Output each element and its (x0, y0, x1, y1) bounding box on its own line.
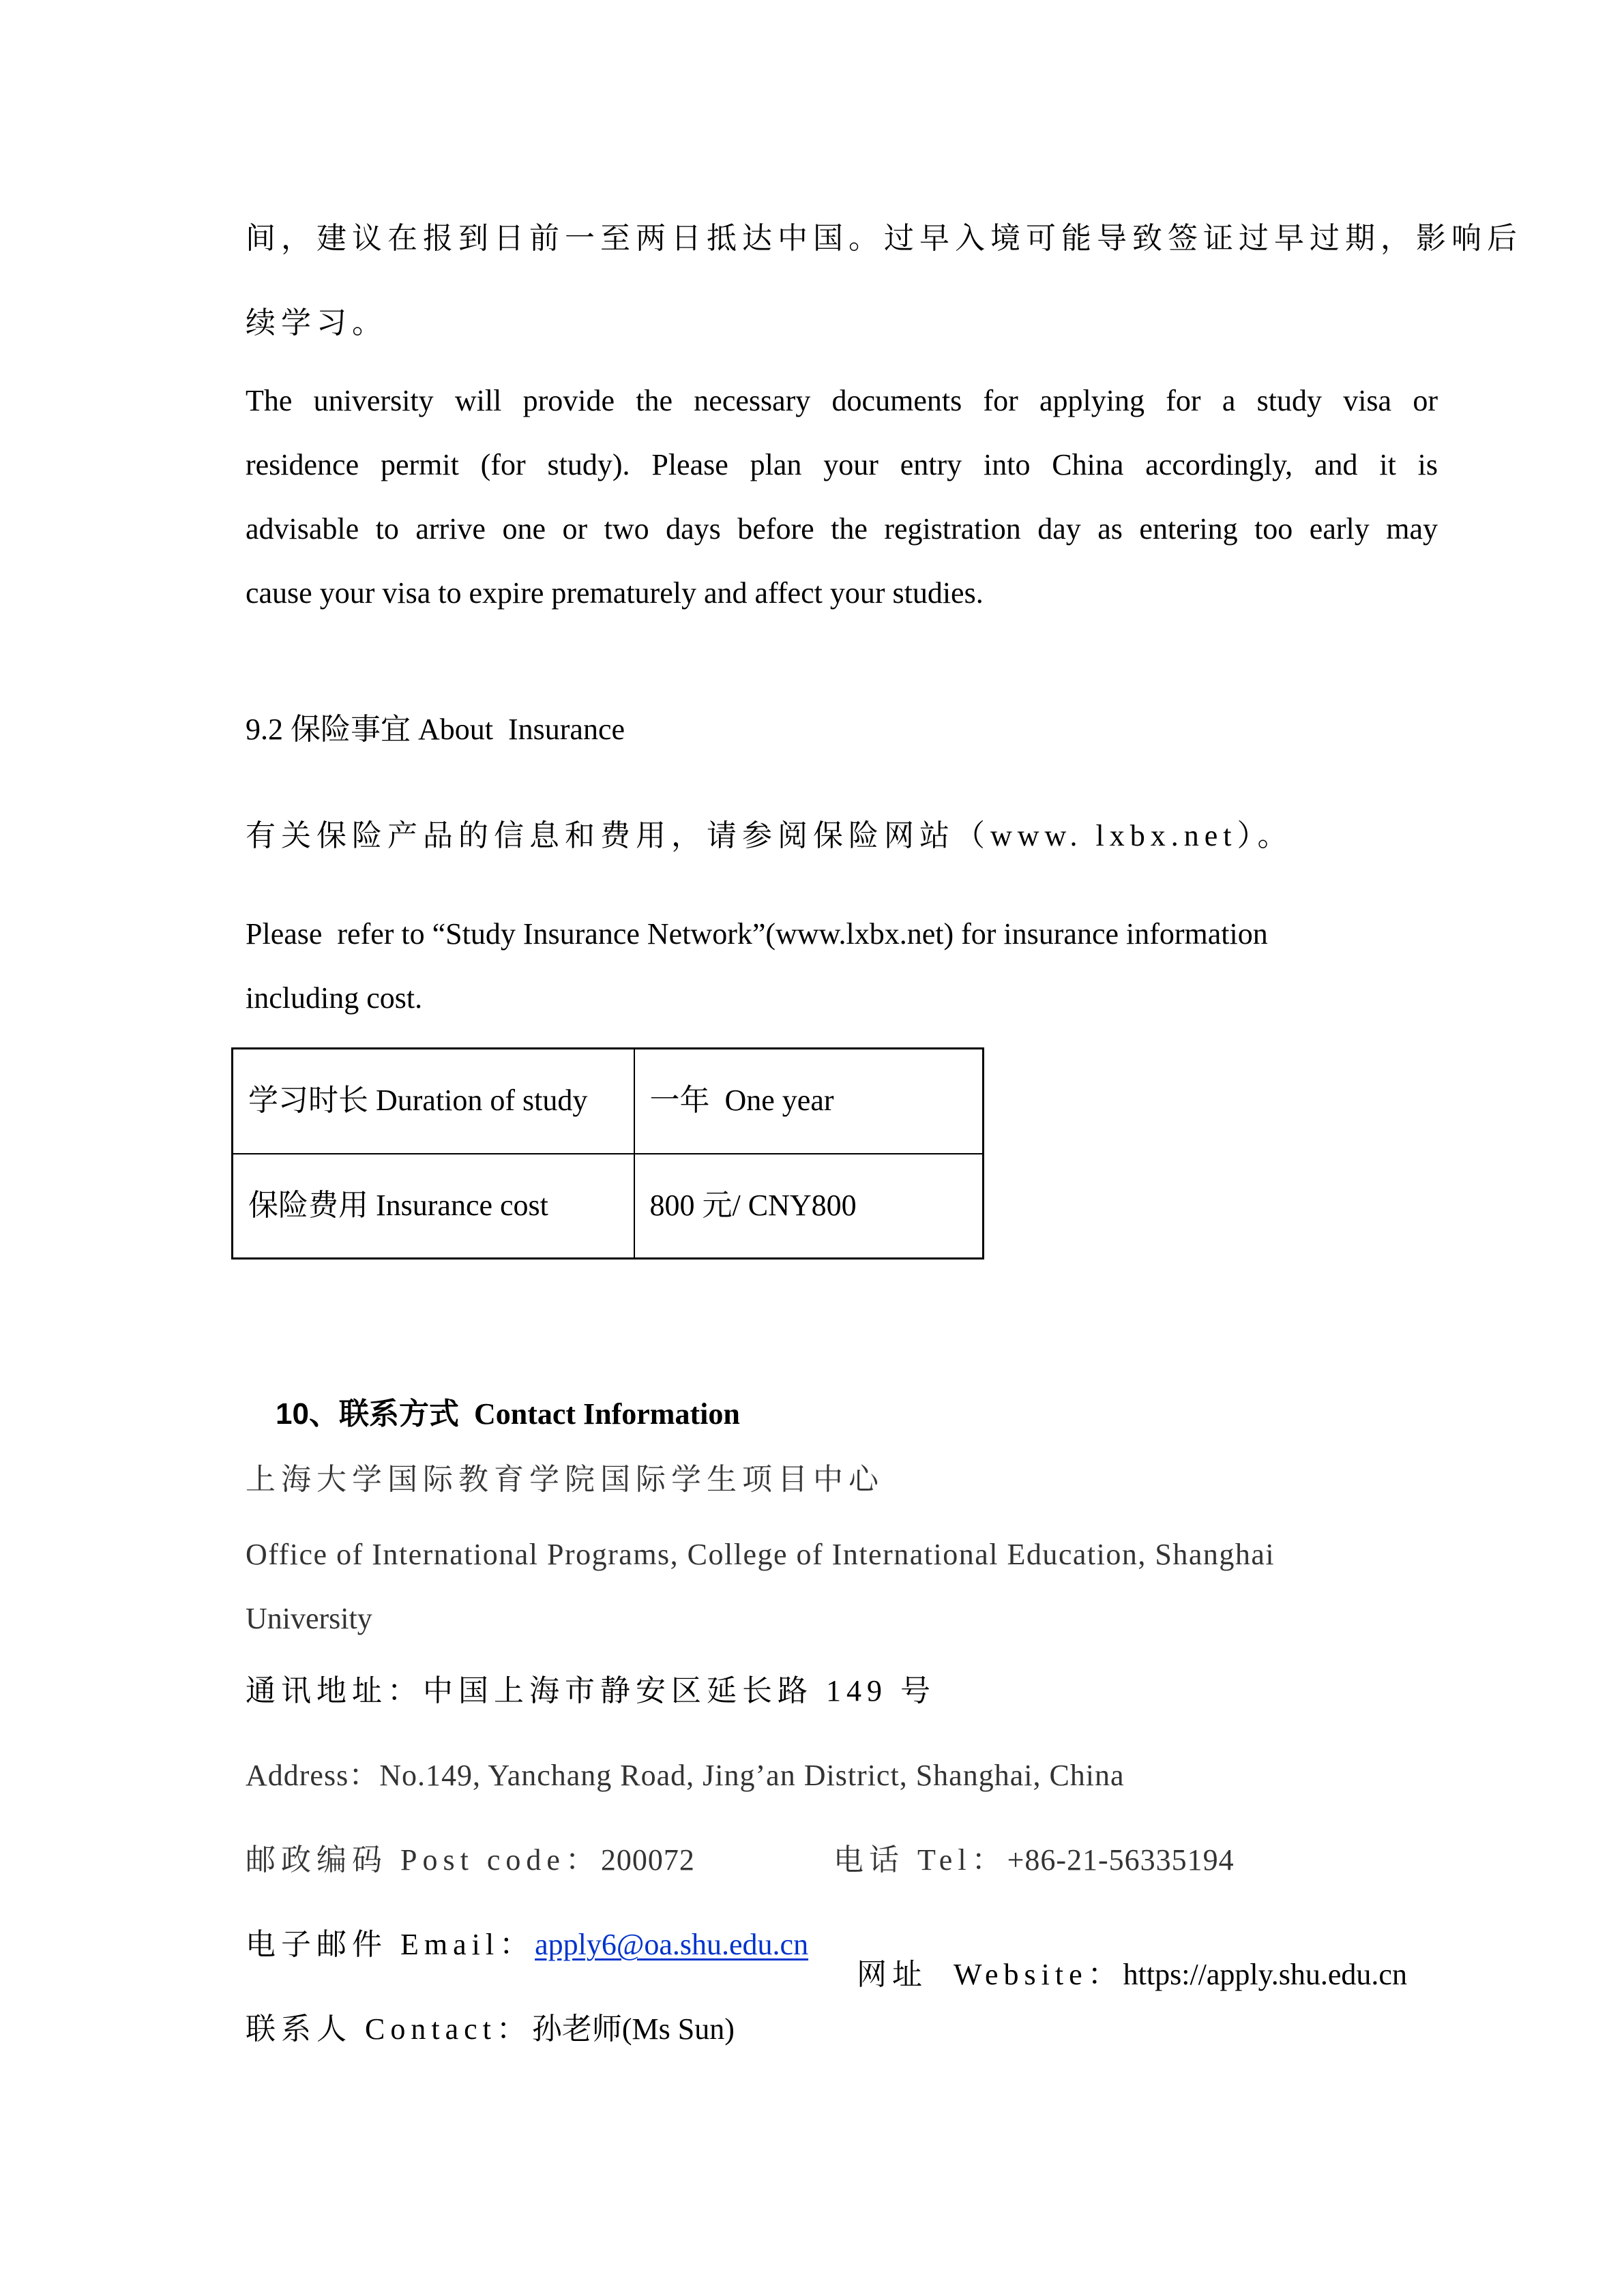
visa-zh-line-1: 间，建议在报到日前一至两日抵达中国。过早入境可能导致签证过早过期，影响后 (246, 222, 1522, 255)
cell-text: 一年 One year (649, 1084, 834, 1117)
table-cell-duration-label (233, 1049, 634, 1154)
visa-zh-line-2: 续学习。 (246, 306, 387, 340)
office-zh: 上海大学国际教育学院国际学生项目中心 (246, 1463, 884, 1496)
cell-text: 保险费用 Insurance cost (248, 1188, 548, 1222)
office-en-line-1: Office of International Programs, College of International Education, Shanghai (246, 1538, 1275, 1571)
cell-text: 800 元/ CNY800 (649, 1188, 857, 1222)
website-group (827, 1930, 1407, 2020)
table-cell-duration-value (634, 1049, 984, 1154)
visa-en-line-4: cause your visa to expire prematurely and affect your studies. (246, 576, 984, 610)
cell-text: 学习时长 Duration of study (248, 1084, 588, 1117)
address-zh: 通讯地址：中国上海市静安区延长路 149 号 (246, 1674, 936, 1708)
tel-group (833, 1845, 1235, 1875)
insurance-heading: 9.2 保险事宜 About Insurance (246, 713, 625, 746)
table-row (233, 1049, 984, 1154)
tel-value: +86-21-56335194 (1007, 1843, 1235, 1877)
contact-person-row (246, 2014, 735, 2044)
email-link[interactable]: apply6@oa.shu.edu.cn (535, 1928, 809, 1961)
contact-person-label: 联系人 Contact： (246, 2012, 532, 2046)
tel-label: 电话 Tel： (833, 1843, 1007, 1877)
table-cell-cost-value (634, 1154, 984, 1259)
visa-en-line-3: advisable to arrive one or two days before the registration day as entering too early may (246, 512, 1438, 546)
table-cell-cost-label (233, 1154, 634, 1259)
office-en-line-2: University (246, 1602, 372, 1635)
insurance-zh-text: 有关保险产品的信息和费用，请参阅保险网站（www. lxbx.net）。 (246, 819, 1293, 852)
insurance-en-line-1: Please refer to “Study Insurance Network”(www.lxbx.net) for insurance information (246, 917, 1268, 951)
contact-heading-text: 联系方式 Contact Information (338, 1397, 740, 1431)
email-group (246, 1930, 808, 1960)
postcode-value: 200072 (600, 1843, 695, 1877)
address-en: Address：No.149, Yanchang Road, Jing’an District, Shanghai, China (246, 1759, 1125, 1792)
table-row (233, 1154, 984, 1259)
website-label: 网址 Website： (857, 1958, 1123, 1991)
email-label: 电子邮件 Email： (246, 1928, 535, 1961)
contact-heading (246, 1369, 740, 1459)
visa-en-line-1: The university will provide the necessary documents for applying for a study visa or (246, 384, 1438, 417)
visa-en-line-2: residence permit (for study). Please plan your entry into China accordingly, and it is (246, 448, 1438, 481)
postcode-label: 邮政编码 Post code： (246, 1843, 601, 1877)
website-value: https://apply.shu.edu.cn (1123, 1958, 1407, 1991)
postcode-tel-row (246, 1845, 695, 1875)
insurance-table (231, 1047, 984, 1259)
contact-person-value: 孙老师(Ms Sun) (531, 2012, 735, 2046)
insurance-en-line-2: including cost. (246, 981, 423, 1015)
contact-heading-number: 10、 (276, 1397, 339, 1431)
